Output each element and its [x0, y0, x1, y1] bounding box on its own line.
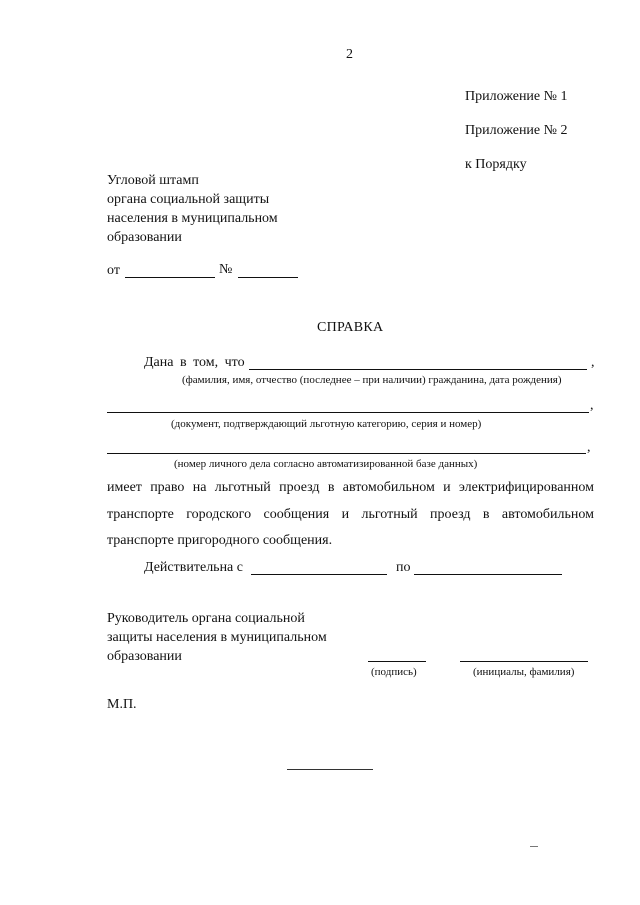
valid-to-field[interactable]	[414, 574, 562, 575]
stamp-line-1: Угловой штамп	[107, 173, 199, 188]
closing-rule	[287, 769, 373, 770]
stamp-number-label: №	[219, 262, 233, 277]
signature-hint: (подпись)	[371, 666, 417, 678]
valid-from-label: Действительна с	[144, 560, 243, 575]
file-number-field[interactable]	[107, 453, 586, 454]
seal-mark: М.П.	[107, 697, 137, 712]
scan-mark	[530, 846, 538, 847]
valid-to-label: по	[396, 560, 411, 575]
document-field[interactable]	[107, 412, 589, 413]
body-text-line-2: транспорте городского сообщения и льготный проезд в автомобильном	[107, 507, 594, 522]
signature-line-3: образовании	[107, 649, 182, 664]
person-comma: ,	[591, 355, 595, 370]
stamp-date-prefix: от	[107, 263, 120, 278]
document-title: СПРАВКА	[317, 320, 384, 335]
issued-to-label: Дана в том, что	[144, 355, 245, 370]
stamp-number-field[interactable]	[238, 277, 298, 278]
page-number: 2	[346, 47, 353, 62]
appendix-line-2: Приложение № 2	[465, 123, 568, 138]
stamp-line-2: органа социальной защиты	[107, 192, 270, 207]
stamp-line-4: образовании	[107, 230, 182, 245]
valid-from-field[interactable]	[251, 574, 387, 575]
document-comma: ,	[590, 398, 594, 413]
appendix-line-3: к Порядку	[465, 157, 527, 172]
appendix-line-1: Приложение № 1	[465, 89, 568, 104]
signature-line-2: защиты населения в муниципальном	[107, 630, 327, 645]
file-number-hint: (номер личного дела согласно автоматизированной базе данных)	[174, 458, 478, 470]
initials-field[interactable]	[460, 661, 588, 662]
stamp-date-field[interactable]	[125, 277, 215, 278]
signature-field[interactable]	[368, 661, 426, 662]
person-field[interactable]	[249, 369, 587, 370]
body-text-line-3: транспорте пригородного сообщения.	[107, 533, 333, 548]
initials-hint: (инициалы, фамилия)	[473, 666, 575, 678]
stamp-line-3: населения в муниципальном	[107, 211, 278, 226]
signature-line-1: Руководитель органа социальной	[107, 611, 305, 626]
document-hint: (документ, подтверждающий льготную категорию, серия и номер)	[171, 418, 482, 430]
file-number-comma: ,	[587, 440, 591, 455]
body-text-line-1: имеет право на льготный проезд в автомобильном и электрифицированном	[107, 480, 594, 495]
person-hint: (фамилия, имя, отчество (последнее – при наличии) гражданина, дата рождения)	[182, 374, 562, 386]
